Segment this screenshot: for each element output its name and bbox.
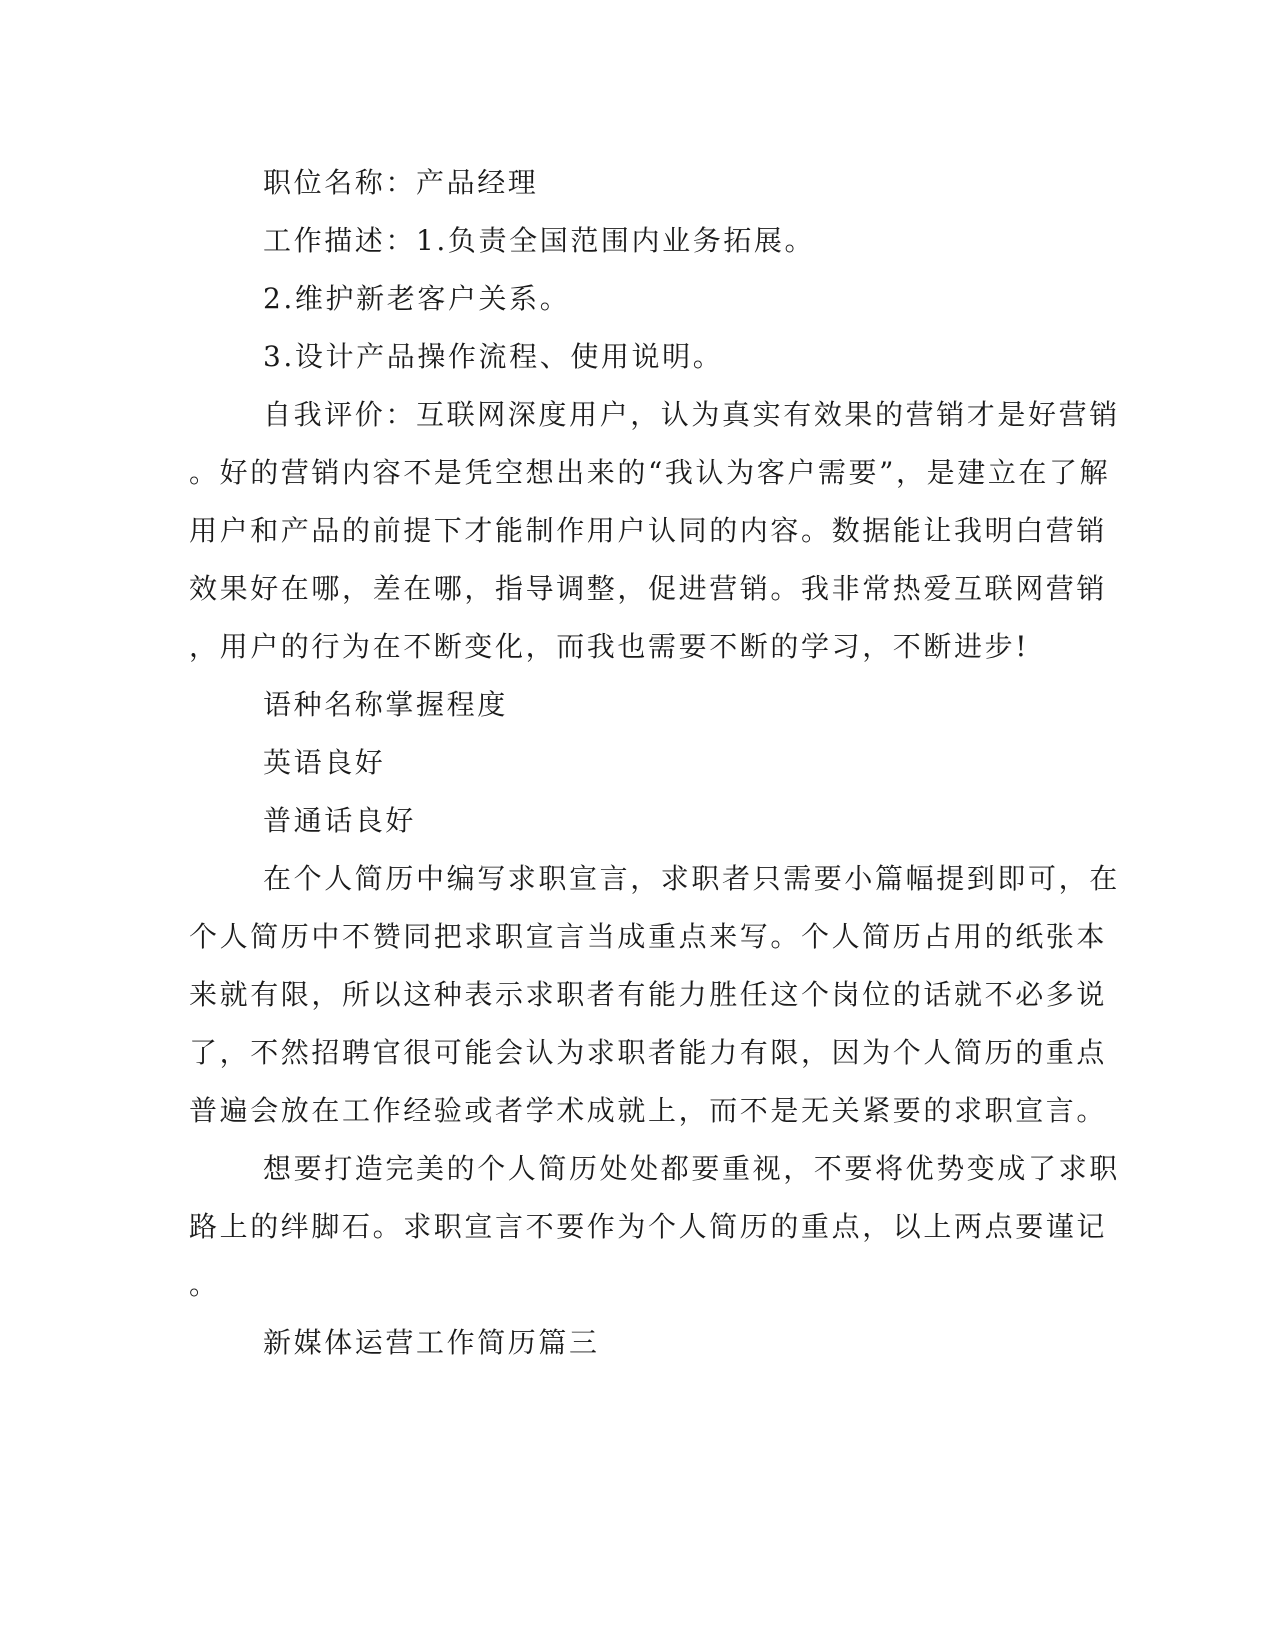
- language-english: 英语良好: [263, 746, 386, 779]
- paragraph-1-line-5: 普遍会放在工作经验或者学术成就上，而不是无关紧要的求职宣言。: [189, 1094, 1108, 1127]
- self-evaluation-line-4: 效果好在哪，差在哪，指导调整，促进营销。我非常热爱互联网营销: [189, 572, 1108, 605]
- job-description-line-1: 工作描述：1.负责全国范围内业务拓展。: [263, 224, 816, 257]
- job-description-line-2: 2.维护新老客户关系。: [263, 282, 571, 315]
- self-evaluation-line-1: 自我评价：互联网深度用户，认为真实有效果的营销才是好营销: [263, 398, 1120, 431]
- paragraph-2-line-3: 。: [189, 1268, 220, 1301]
- language-mandarin: 普通话良好: [263, 804, 417, 837]
- paragraph-1-line-4: 了，不然招聘官很可能会认为求职者能力有限，因为个人简历的重点: [189, 1036, 1108, 1069]
- section-title: 新媒体运营工作简历篇三: [263, 1326, 600, 1359]
- job-description-line-3: 3.设计产品操作流程、使用说明。: [263, 340, 724, 373]
- paragraph-1-line-1: 在个人简历中编写求职宣言，求职者只需要小篇幅提到即可，在: [263, 862, 1120, 895]
- self-evaluation-line-5: ，用户的行为在不断变化，而我也需要不断的学习，不断进步!: [189, 630, 1030, 663]
- job-title-line: 职位名称：产品经理: [263, 166, 539, 199]
- paragraph-1-line-2: 个人简历中不赞同把求职宣言当成重点来写。个人简历占用的纸张本: [189, 920, 1108, 953]
- paragraph-2-line-1: 想要打造完美的个人简历处处都要重视，不要将优势变成了求职: [263, 1152, 1120, 1185]
- self-evaluation-line-3: 用户和产品的前提下才能制作用户认同的内容。数据能让我明白营销: [189, 514, 1108, 547]
- language-header: 语种名称掌握程度: [263, 688, 508, 721]
- paragraph-1-line-3: 来就有限，所以这种表示求职者有能力胜任这个岗位的话就不必多说: [189, 978, 1108, 1011]
- self-evaluation-line-2: 。好的营销内容不是凭空想出来的“我认为客户需要”，是建立在了解: [189, 456, 1111, 489]
- paragraph-2-line-2: 路上的绊脚石。求职宣言不要作为个人简历的重点，以上两点要谨记: [189, 1210, 1108, 1243]
